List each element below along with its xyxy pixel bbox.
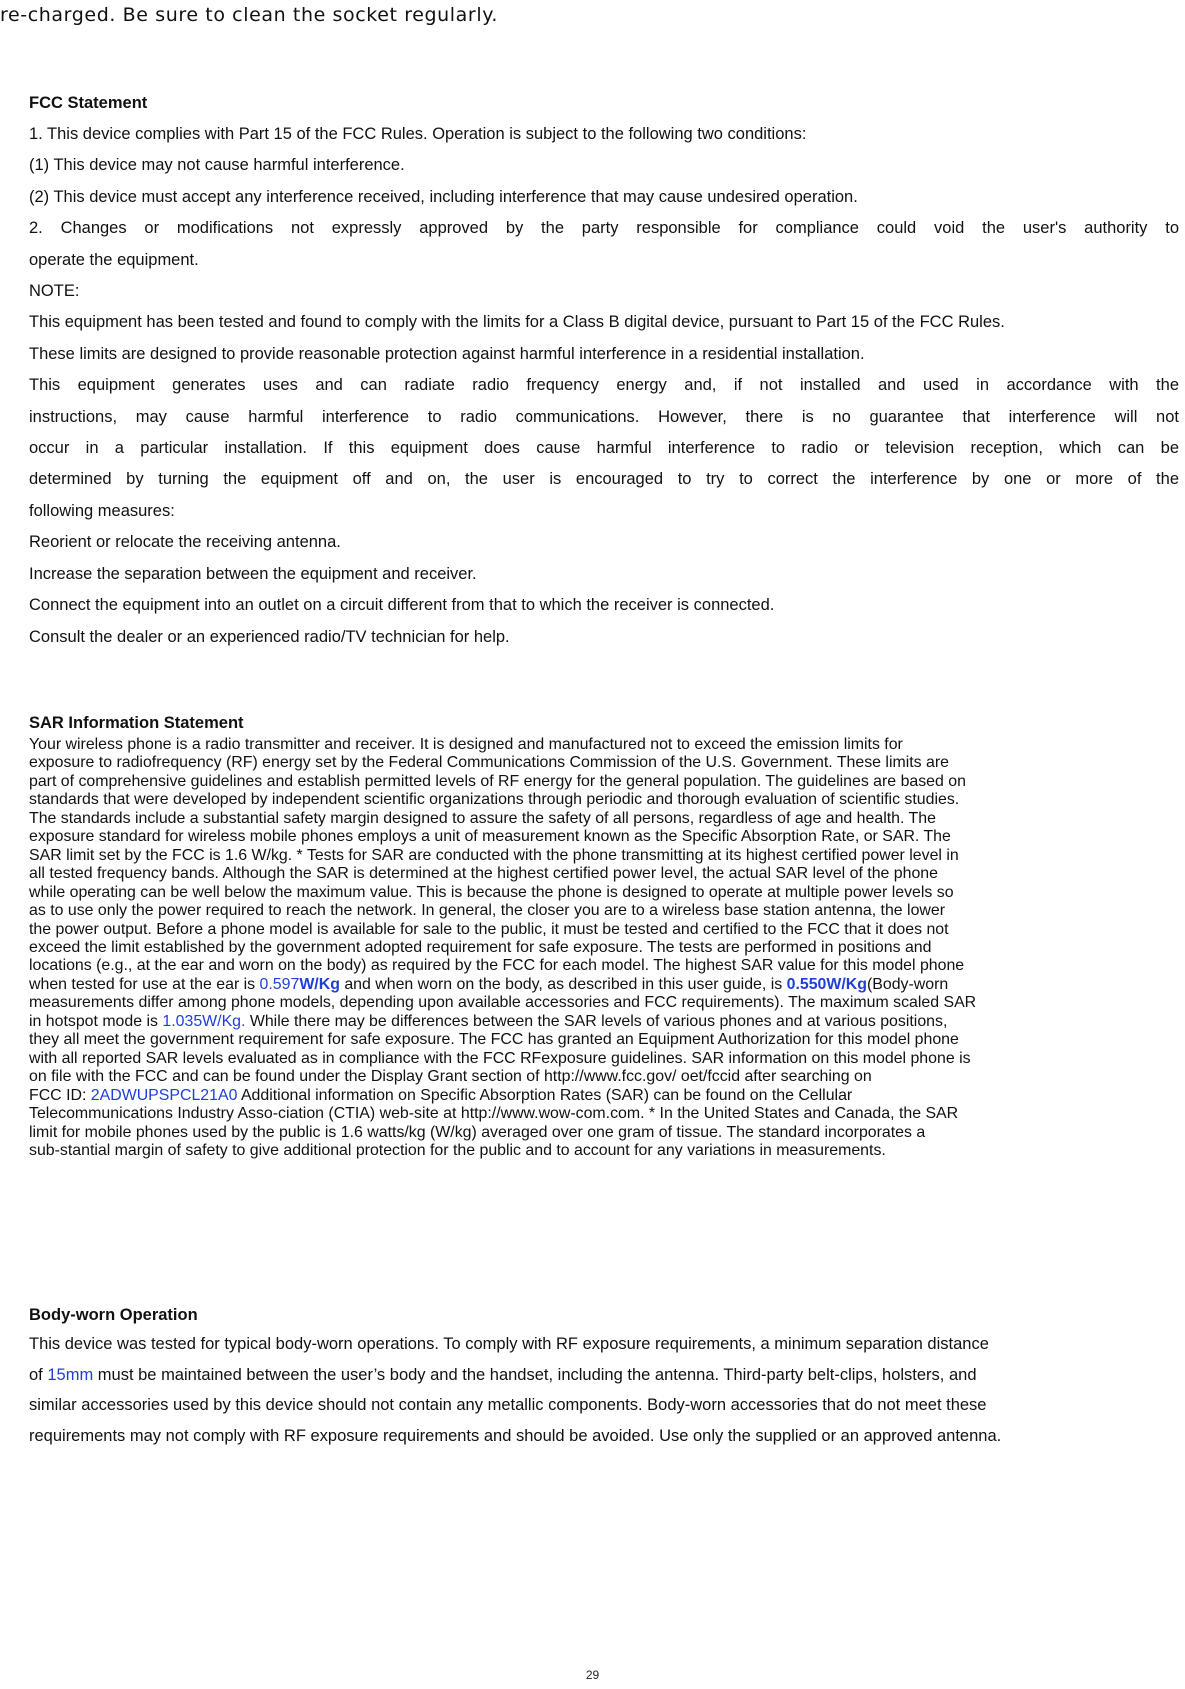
fcc-line: This equipment has been tested and found to comply with the limits for a Class B digital device, pursuant to Part 15 of the FCC Rules. — [29, 313, 1005, 332]
sar-line: part of comprehensive guidelines and establish permitted levels of RF energy for the general population. The guidelines are based on — [29, 772, 966, 790]
sar-line: the power output. Before a phone model is available for sale to the public, it must be tested and certified to the FCC that it does not — [29, 920, 949, 938]
sar-ear-suffix: (Body-worn — [866, 975, 949, 993]
page-number: 29 — [585, 1668, 600, 1682]
fcc-line: occur in a particular installation. If this equipment does cause harmful interference to radio or television reception, which can be — [29, 439, 1179, 458]
sar-line: measurements differ among phone models, depending upon available accessories and FCC requirements). The maximum scaled SAR — [29, 994, 977, 1012]
sar-hotspot-suffix: While there may be differences between the SAR levels of various phones and at various positions, — [245, 1012, 948, 1030]
sar-line: exceed the limit established by the government adopted requirement for safe exposure. The tests are performed in positions and — [29, 938, 932, 956]
sar-line: Your wireless phone is a radio transmitter and receiver. It is designed and manufactured not to exceed the emission limits for — [29, 736, 903, 753]
body-worn-suffix: must be maintained between the user’s body and the handset, including the antenna. Third-party belt-clips, holsters, and — [93, 1365, 977, 1384]
fcc-heading: FCC Statement — [29, 94, 148, 112]
sar-ear-unit: W/Kg — [299, 975, 340, 993]
sar-hotspot-prefix: in hotspot mode is — [29, 1012, 163, 1030]
fcc-line: instructions, may cause harmful interference to radio communications. However, there is no guarantee that interference will not — [29, 407, 1179, 426]
sar-line: exposure to radiofrequency (RF) energy set by the Federal Communications Commission of the U.S. Government. These limits are — [29, 754, 949, 772]
body-worn-heading: Body-worn Operation — [29, 1306, 198, 1324]
sar-line: SAR limit set by the FCC is 1.6 W/kg. * Tests for SAR are conducted with the phone transmitting at its highest certified power level in — [29, 846, 959, 864]
sar-ear-mid: and when worn on the body, as described in this user guide, is — [339, 975, 787, 993]
sar-line: sub-stantial margin of safety to give additional protection for the public and to account for any variations in measurements. — [29, 1141, 886, 1159]
sar-ear-value: 0.597 — [259, 975, 300, 993]
sar-line: Telecommunications Industry Asso-ciation (CTIA) web-site at http://www.wow-com.com. * In the United States and Canada, the SAR — [29, 1105, 959, 1123]
fcc-line: 2. Changes or modifications not expressly approved by the party responsible for compliance could void the user's authority to — [29, 219, 1179, 238]
sar-line: standards that were developed by independent scientific organizations through periodic and thorough evaluation of scientific studies. — [29, 791, 960, 809]
fcc-line: following measures: — [29, 501, 175, 520]
sar-line: with all reported SAR levels evaluated as in compliance with the FCC RFexposure guidelines. SAR information on this model phone is — [29, 1049, 971, 1067]
sar-line: The standards include a substantial safety margin designed to assure the safety of all persons, regardless of age and health. The — [29, 809, 936, 827]
sar-fccid-prefix: FCC ID: — [29, 1086, 91, 1104]
fcc-line: These limits are designed to provide reasonable protection against harmful interference in a residential installation. — [29, 344, 865, 363]
fcc-line: Increase the separation between the equipment and receiver. — [29, 564, 477, 583]
sar-line: locations (e.g., at the ear and worn on the body) as required by the FCC for each model. The highest SAR value for this model phone — [29, 957, 965, 975]
fcc-line: determined by turning the equipment off and on, the user is encouraged to try to correct the interference by one or more of the — [29, 470, 1179, 489]
sar-information-section — [29, 713, 1179, 1160]
sar-line: they all meet the government requirement for safe exposure. The FCC has granted an Equipment Authorization for this model phone — [29, 1031, 959, 1049]
fcc-line: NOTE: — [29, 282, 80, 301]
sar-line: on file with the FCC and can be found under the Display Grant section of http://www.fcc.gov/ oet/fccid after searching on — [29, 1068, 872, 1086]
body-worn-prefix: of — [29, 1365, 48, 1384]
sar-fccid-value: 2ADWUPSPCL21A0 — [90, 1086, 238, 1104]
sar-line: as to use only the power required to reach the network. In general, the closer you are to a wireless base station antenna, the lower — [29, 902, 946, 920]
sar-hotspot-value: 1.035W/Kg. — [162, 1012, 246, 1030]
sar-line: exposure standard for wireless mobile phones employs a unit of measurement known as the Specific Absorption Rate, or SAR. The — [29, 828, 951, 846]
sar-body-value: 0.550W/Kg — [786, 975, 867, 993]
sar-line: all tested frequency bands. Although the SAR is determined at the highest certified power level, the actual SAR level of the phone — [29, 865, 938, 883]
sar-line: limit for mobile phones used by the public is 1.6 watts/kg (W/kg) averaged over one gram of tissue. The standard incorporates a — [29, 1123, 926, 1141]
body-worn-line: This device was tested for typical body-worn operations. To comply with RF exposure requirements, a minimum separation distance — [29, 1335, 989, 1353]
sar-fccid-suffix: Additional information on Specific Absorption Rates (SAR) can be found on the Cellular — [237, 1086, 853, 1104]
fcc-line: Consult the dealer or an experienced radio/TV technician for help. — [29, 627, 510, 646]
fcc-line: Connect the equipment into an outlet on a circuit different from that to which the receiver is connected. — [29, 596, 775, 615]
body-worn-line: similar accessories used by this device should not contain any metallic components. Body-worn accessories that do not meet these — [29, 1396, 987, 1414]
fcc-line: 1. This device complies with Part 15 of the FCC Rules. Operation is subject to the following two conditions: — [29, 125, 807, 143]
fcc-line: (1) This device may not cause harmful interference. — [29, 156, 405, 175]
body-worn-distance: 15mm — [47, 1365, 94, 1384]
sar-ear-prefix: when tested for use at the ear is — [29, 975, 260, 993]
body-worn-section — [29, 1305, 1179, 1451]
top-line: re-charged. Be sure to clean the socket regularly. — [0, 4, 498, 26]
sar-line: while operating can be well below the maximum value. This is because the phone is designed to operate at multiple power levels so — [29, 883, 954, 901]
fcc-line: This equipment generates uses and can radiate radio frequency energy and, if not installed and used in accordance with the — [29, 376, 1179, 395]
sar-heading: SAR Information Statement — [29, 714, 244, 732]
fcc-line: Reorient or relocate the receiving antenna. — [29, 533, 341, 552]
sar-fccid-line — [29, 1087, 1179, 1105]
sar-ear-line — [29, 976, 1179, 994]
fcc-line: operate the equipment. — [29, 250, 199, 269]
fcc-line: (2) This device must accept any interference received, including interference that may cause undesired operation. — [29, 187, 858, 206]
body-worn-line: requirements may not comply with RF exposure requirements and should be avoided. Use only the supplied or an approved antenna. — [29, 1426, 1002, 1445]
sar-hotspot-line — [29, 1013, 1179, 1031]
fcc-statement-section — [29, 93, 1179, 653]
body-worn-distance-line — [29, 1360, 1179, 1391]
